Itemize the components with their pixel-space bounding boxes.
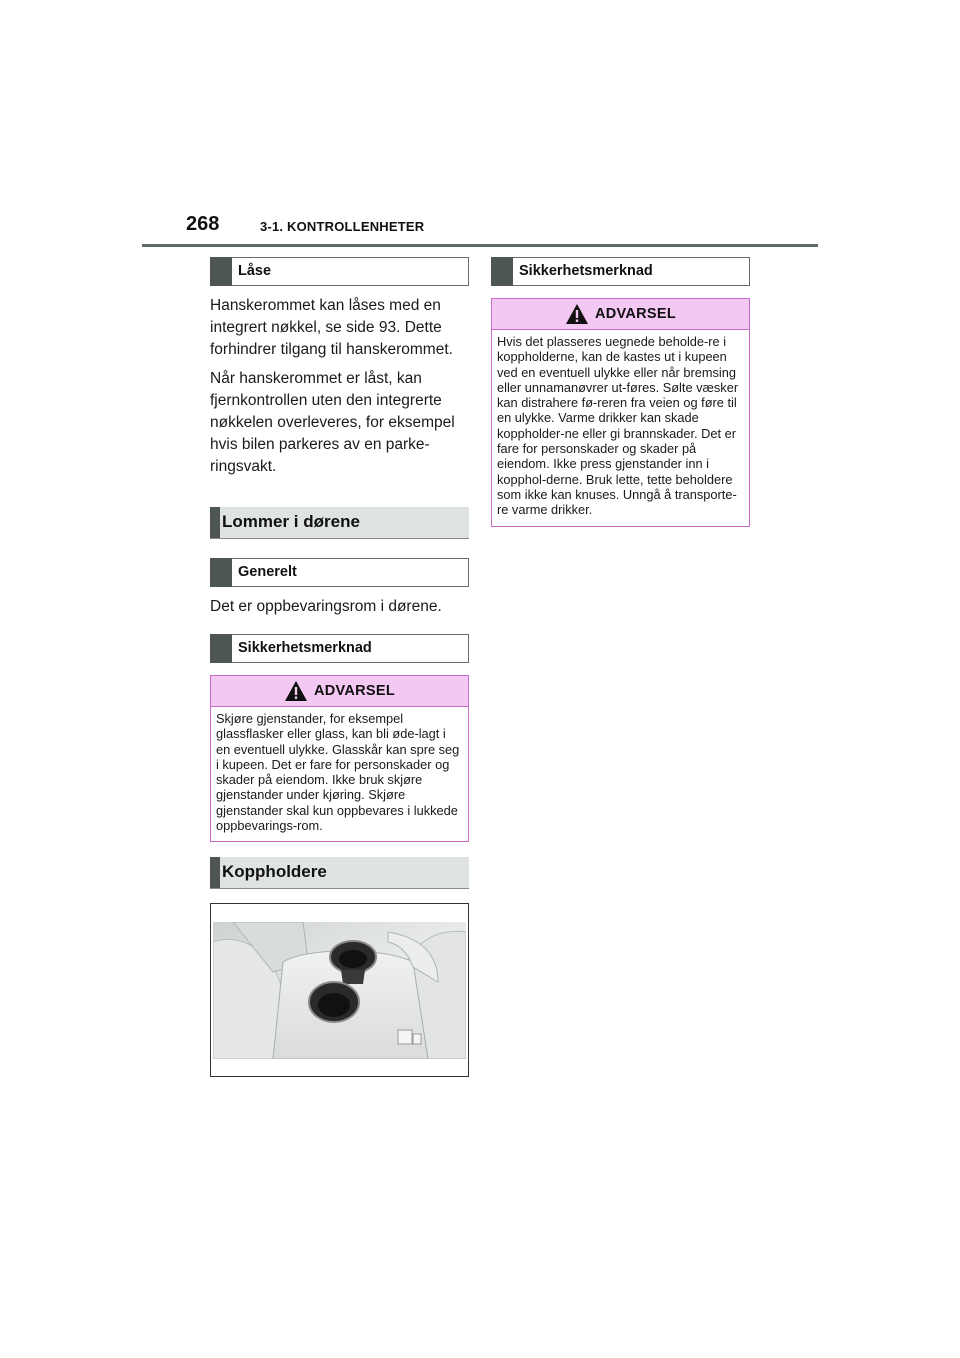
header-rule — [142, 244, 818, 247]
lock-paragraph-1: Hanskerommet kan låses med en integrert nøkkel, se side 93. Dette forhindrer tilgang til hanskerommet. — [210, 297, 453, 358]
page-number: 268 — [186, 213, 220, 235]
lock-paragraph-2: Når hanskerommet er låst, kan fjernkontrollen uten den integrerte nøkkelen overleveres, for eksempel hvis bilen parkeres av en parke-ringsvakt. — [210, 370, 455, 475]
cupholder-illustration — [210, 903, 469, 1077]
cupholder-section-title — [210, 857, 469, 889]
heading-bar — [210, 558, 232, 587]
warning-triangle-icon — [284, 680, 308, 702]
cupholder-section-label: Koppholdere — [222, 862, 327, 882]
general-heading — [210, 558, 469, 587]
warning-title: ADVARSEL — [594, 306, 677, 322]
general-paragraph: Det er oppbevaringsrom i dørene. — [210, 598, 442, 615]
cupholder-image — [213, 922, 466, 1059]
heading-bar — [491, 257, 513, 286]
warning-title: ADVARSEL — [313, 683, 396, 699]
lock-heading — [210, 257, 469, 286]
left-column — [210, 257, 469, 1077]
warning-triangle-icon — [565, 303, 589, 325]
doors-section-label: Lommer i dørene — [222, 512, 360, 531]
warning-box-left — [210, 675, 469, 842]
section-bar — [210, 507, 220, 538]
safety-heading-right-label: Sikkerhetsmerknad — [519, 263, 653, 279]
doors-section-title — [210, 507, 469, 539]
chapter-title: 3-1. KONTROLLENHETER — [260, 219, 425, 234]
warning-header — [492, 299, 749, 330]
safety-heading-right — [491, 257, 750, 286]
warning-box-right — [491, 298, 750, 527]
heading-bar — [210, 634, 232, 663]
general-heading-label: Generelt — [238, 564, 297, 580]
safety-heading-left-label: Sikkerhetsmerknad — [238, 640, 372, 656]
right-column — [491, 257, 750, 527]
warning-header — [211, 676, 468, 707]
section-bar — [210, 857, 220, 888]
heading-bar — [210, 257, 232, 286]
warning-text: Hvis det plasseres uegnede beholde-re i koppholderne, kan de kastes ut i kupeen ved en eventuell ulykke eller når bremsing eller unnamanøvrer ut-føres. Sølte væsker kan distrahere fø-reren fra veien og føre til en ulykke. Varme drikker kan skade koppholder-ne eller gi brannskader. Det er fare for personskader og skader på eiendom. Ikke press gjenstander inn i kopphol-derne. Bruk lette, tette beholdere som ikke kan knuses. Unngå å transporte-re varme drikker. — [497, 334, 739, 518]
warning-text: Skjøre gjenstander, for eksempel glassflasker eller glass, kan bli øde-lagt i en eventuell ulykke. Glasskår kan spre seg i kupeen. Det er fare for personskader og skader på eiendom. Ikke bruk skjøre gjenstander under kjøring. Skjøre gjenstander skal kun oppbevares i lukkede oppbevarings-rom. — [216, 711, 460, 834]
safety-heading-left — [210, 634, 469, 663]
lock-heading-label: Låse — [238, 263, 272, 279]
